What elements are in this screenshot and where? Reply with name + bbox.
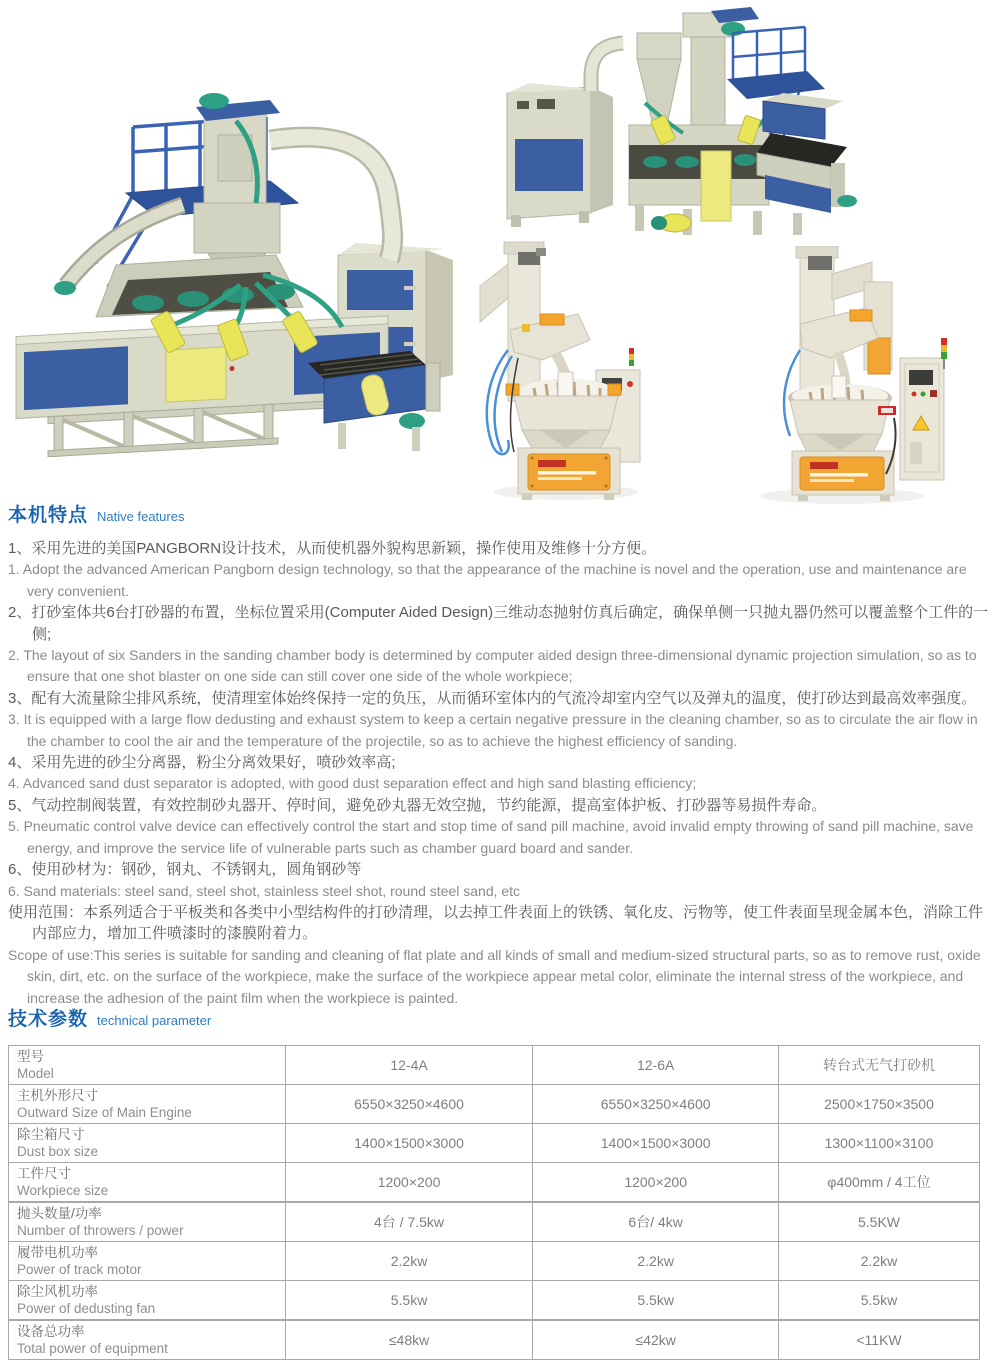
scope-of-use-en: Scope of use:This series is suitable for sanding and cleaning of flat plate and all kinds of small and medium-sized structural parts, so as to remove rust, oxide skin, dirt, etc. on the surface of the workpiece, make the surface of the workpiece appear metal color, eliminate the internal stress of the workpiece, and increase the adhesion of the paint film when the workpiece is painted. xyxy=(8,946,981,1006)
spec-value: φ400mm / 4工位 xyxy=(778,1163,979,1203)
scope-of-use-zh: 使用范围：本系列适合于平板类和各类中小型结构件的打砂清理，以去掉工件表面上的铁锈、氧化皮、污物等，使工件表面呈现金属本色，消除工件内部应力，增加工件喷漆时的漆膜附着力。 xyxy=(8,903,984,943)
machine-illustration-line-rear-view xyxy=(495,5,887,250)
feature-item-2-en: 2. The layout of six Sanders in the sanding chamber body is determined by computer aided design three-dimensional dynamic projection simulation, so as to ensure that one shot blaster on one side can still cover one side of the whole workpiece; xyxy=(8,647,977,685)
spec-value: 5.5KW xyxy=(778,1202,979,1242)
spec-value: 1400×1500×3000 xyxy=(285,1124,533,1163)
features-title-en: Native features xyxy=(97,509,185,524)
spec-row-dust-box-size xyxy=(9,1124,980,1163)
spec-label-zh: 主机外形尺寸 xyxy=(17,1088,98,1103)
native-features-section xyxy=(8,500,992,1009)
features-heading xyxy=(8,500,992,527)
features-title-zh: 本机特点 xyxy=(8,505,89,526)
spec-value: 5.5kw xyxy=(778,1281,979,1321)
feature-item-4-en: 4. Advanced sand dust separator is adopted, with good dust separation effect and high sand blasting efficiency; xyxy=(8,775,697,792)
spec-label-en: Model xyxy=(17,1066,54,1081)
technical-parameter-table xyxy=(8,1045,980,1360)
spec-value: 2.2kw xyxy=(285,1242,533,1281)
spec-value: 2.2kw xyxy=(778,1242,979,1281)
spec-label-zh: 工件尺寸 xyxy=(17,1166,71,1181)
feature-item-3-en: 3. It is equipped with a large flow dedusting and exhaust system to keep a certain negative pressure in the cleaning chamber, so as to circulate the air flow in the chamber to cool the air and the temperature of the projectile, so as to achieve the highest efficiency of sanding. xyxy=(8,711,978,749)
feature-item-5-en: 5. Pneumatic control valve device can effectively control the start and stop time of sand pill machine, avoid invalid empty throwing of sand pill machine, save energy, and improve the service life of vulnerable parts such as chamber guard board and sander. xyxy=(8,818,974,856)
spec-label-en: Workpiece size xyxy=(17,1183,109,1198)
spec-row-track-motor-power xyxy=(9,1242,980,1281)
spec-row-model xyxy=(9,1046,980,1085)
spec-value: ≤42kw xyxy=(533,1320,779,1360)
spec-label-zh: 型号 xyxy=(17,1049,44,1064)
spec-row-total-power xyxy=(9,1320,980,1360)
spec-value: 6550×3250×4600 xyxy=(285,1085,533,1124)
spec-label-en: Total power of equipment xyxy=(17,1341,168,1356)
spec-label-zh: 履带电机功率 xyxy=(17,1245,98,1260)
feature-item-1-en: 1. Adopt the advanced American Pangborn design technology, so that the appearance of the machine is novel and the operation, use and maintenance are very convenient. xyxy=(8,561,967,599)
spec-label-zh: 抛头数量/功率 xyxy=(17,1206,102,1221)
spec-label-en: Dust box size xyxy=(17,1144,99,1159)
feature-item-1-zh: 1、采用先进的美国PANGBORN设计技术，从而使机器外貌构思新颖，操作使用及维修十分方便。 xyxy=(8,540,657,557)
spec-value: 转台式无气打砂机 xyxy=(778,1046,979,1085)
spec-value: 5.5kw xyxy=(533,1281,779,1321)
spec-label-en: Number of throwers / power xyxy=(17,1223,184,1238)
spec-value: 6台/ 4kw xyxy=(533,1202,779,1242)
feature-item-3-zh: 3、配有大流量除尘排风系统，使清理室体始终保持一定的负压，从而循环室体内的气流冷却室内空气以及弹丸的温度，使打砂达到最高效率强度。 xyxy=(8,689,977,707)
spec-value: 4台 / 7.5kw xyxy=(285,1202,533,1242)
spec-value: 1200×200 xyxy=(533,1163,779,1203)
spec-label-zh: 设备总功率 xyxy=(17,1324,85,1339)
specs-title-en: technical parameter xyxy=(97,1013,212,1028)
machine-illustration-rotary-table-left xyxy=(478,238,660,505)
spec-label-zh: 除尘箱尺寸 xyxy=(17,1127,85,1142)
spec-value: 2500×1750×3500 xyxy=(778,1085,979,1124)
spec-value: 12-6A xyxy=(533,1046,779,1085)
spec-value: 12-4A xyxy=(285,1046,533,1085)
spec-value: 1200×200 xyxy=(285,1163,533,1203)
spec-value: 6550×3250×4600 xyxy=(533,1085,779,1124)
spec-value: 2.2kw xyxy=(533,1242,779,1281)
spec-value: 5.5kw xyxy=(285,1281,533,1321)
specs-title-zh: 技术参数 xyxy=(8,1009,89,1030)
feature-item-2-zh: 2、打砂室体共6台打砂器的布置，坐标位置采用(Computer Aided Design)三维动态抛射仿真后确定，确保单侧一只抛丸器仍然可以覆盖整个工件的一侧; xyxy=(8,604,989,643)
technical-parameter-section xyxy=(8,1004,992,1360)
spec-label-en: Power of dedusting fan xyxy=(17,1301,156,1316)
specs-heading xyxy=(8,1004,992,1031)
spec-label-zh: 除尘风机功率 xyxy=(17,1284,98,1299)
spec-row-dedusting-fan-power xyxy=(9,1281,980,1321)
feature-item-6-en: 6. Sand materials: steel sand, steel shot, stainless steel shot, round steel sand, etc xyxy=(8,882,521,899)
machine-illustration-six-thrower-line xyxy=(8,45,460,460)
machine-illustration-rotary-table-right xyxy=(742,246,954,508)
feature-item-5-zh: 5、气动控制阀装置，有效控制砂丸器开、停时间，避免砂丸器无效空抛，节约能源，提高室体护板、打砂器等易损件寿命。 xyxy=(8,796,827,814)
feature-item-4-zh: 4、采用先进的砂尘分离器，粉尘分离效果好，喷砂效率高; xyxy=(8,754,396,772)
features-list xyxy=(8,538,992,1009)
feature-item-6-zh: 6、使用砂材为：钢砂，钢丸、不锈钢丸，圆角钢砂等 xyxy=(8,861,362,879)
spec-value: ≤48kw xyxy=(285,1320,533,1360)
product-illustrations xyxy=(0,0,1000,505)
spec-value: 1300×1100×3100 xyxy=(778,1124,979,1163)
spec-value: <11KW xyxy=(778,1320,979,1360)
spec-label-en: Power of track motor xyxy=(17,1262,142,1277)
spec-value: 1400×1500×3000 xyxy=(533,1124,779,1163)
spec-row-throwers-power xyxy=(9,1202,980,1242)
spec-row-workpiece-size xyxy=(9,1163,980,1203)
spec-row-main-engine-size xyxy=(9,1085,980,1124)
spec-label-en: Outward Size of Main Engine xyxy=(17,1105,192,1120)
